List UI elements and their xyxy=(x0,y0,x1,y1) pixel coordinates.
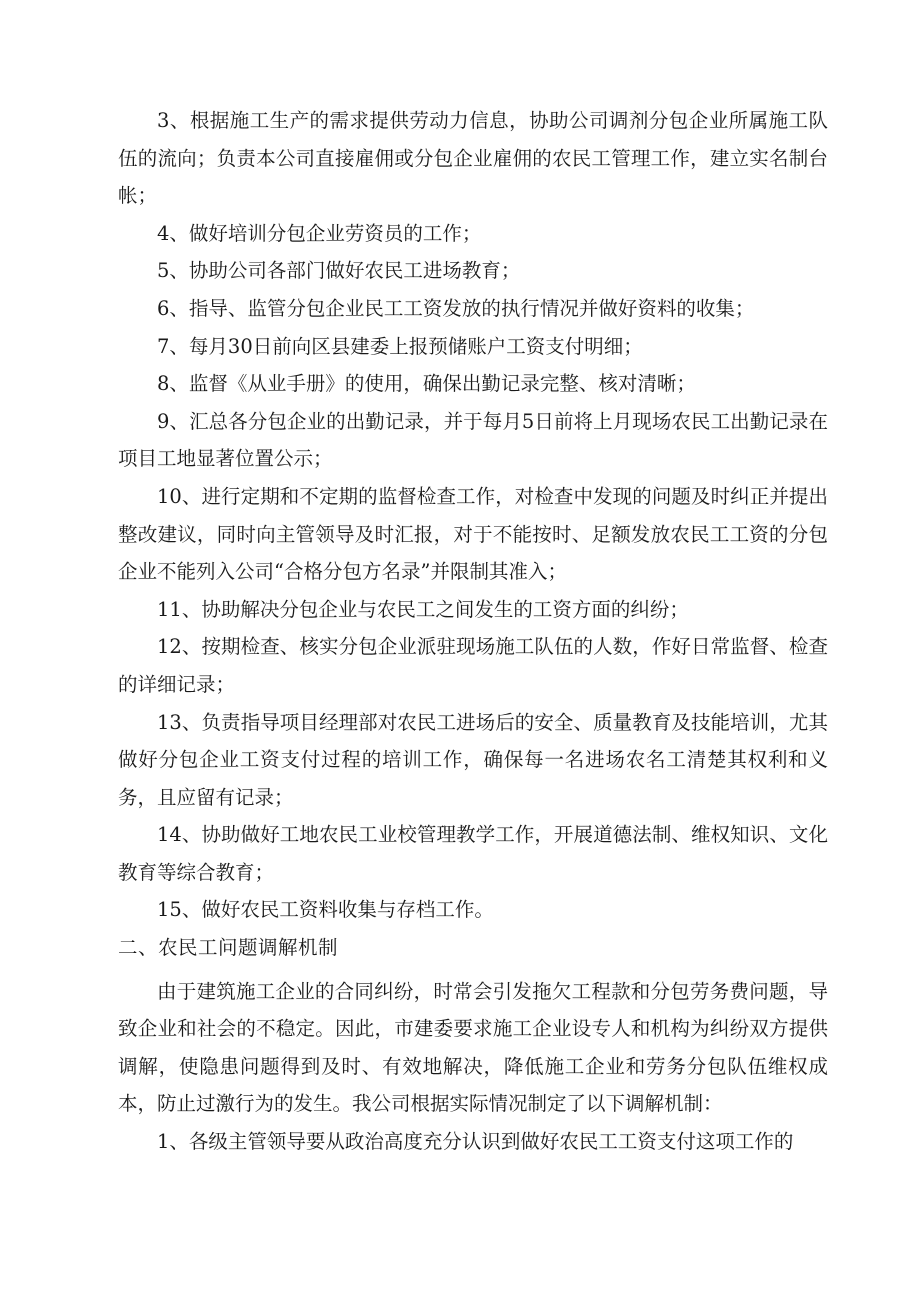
list-item: 14、协助做好工地农民工业校管理教学工作，开展道德法制、维权知识、文化教育等综合教育； xyxy=(118,823,828,884)
list-item: 11、协助解决分包企业与农民工之间发生的工资方面的纠纷； xyxy=(157,597,689,621)
list-item: 9、汇总各分包企业的出勤记录，并于每月5日前将上月现场农民工出勤记录在项目工地显著位置公示； xyxy=(118,409,828,471)
section-intro: 由于建筑施工企业的合同纠纷，时常会引发拖欠工程款和分包劳务费问题，导致企业和社会的不稳定。因此，市建委要求施工企业设专人和机构为纠纷双方提供调解，使隐患问题得到及时、有效地解决，降低施工企业和劳务分包队伍维权成本，防止过激行为的发生。我公司根据实际情况制定了以下调解机制： xyxy=(118,979,828,1116)
list-item: 13、负责指导项目经理部对农民工进场后的安全、质量教育及技能培训，尤其做好分包企业工资支付过程的培训工作，确保每一名进场农名工清楚其权利和义务，且应留有记录； xyxy=(118,710,828,809)
list-item: 8、监督《从业手册》的使用，确保出勤记录完整、核对清晰； xyxy=(157,372,696,396)
list-item: 4、做好培训分包企业劳资员的工作； xyxy=(157,221,482,245)
section-heading: 二、农民工问题调解机制 xyxy=(118,936,339,960)
list-item: 7、每月30日前向区县建委上报预储账户工资支付明细； xyxy=(157,334,643,358)
list-item: 6、指导、监管分包企业民工工资发放的执行情况并做好资料的收集； xyxy=(157,296,755,320)
list-item: 12、按期检查、核实分包企业派驻现场施工队伍的人数，作好日常监督、检查的详细记录； xyxy=(118,635,828,696)
document-body xyxy=(118,102,828,1161)
list-item: 5、协助公司各部门做好农民工进场教育； xyxy=(157,259,521,283)
list-item: 10、进行定期和不定期的监督检查工作，对检查中发现的问题及时纠正并提出整改建议，同时向主管领导及时汇报，对于不能按时、足额发放农民工工资的分包企业不能列入公司“合格分包方名录”并限制其准入； xyxy=(118,484,828,584)
list-item: 15、做好农民工资料收集与存档工作。 xyxy=(157,898,494,922)
section-item: 1、各级主管领导要从政治高度充分认识到做好农民工工资支付这项工作的 xyxy=(157,1130,794,1154)
list-item: 3、根据施工生产的需求提供劳动力信息，协助公司调剂分包企业所属施工队伍的流向；负责本公司直接雇佣或分包企业雇佣的农民工管理工作，建立实名制台帐； xyxy=(118,109,828,208)
